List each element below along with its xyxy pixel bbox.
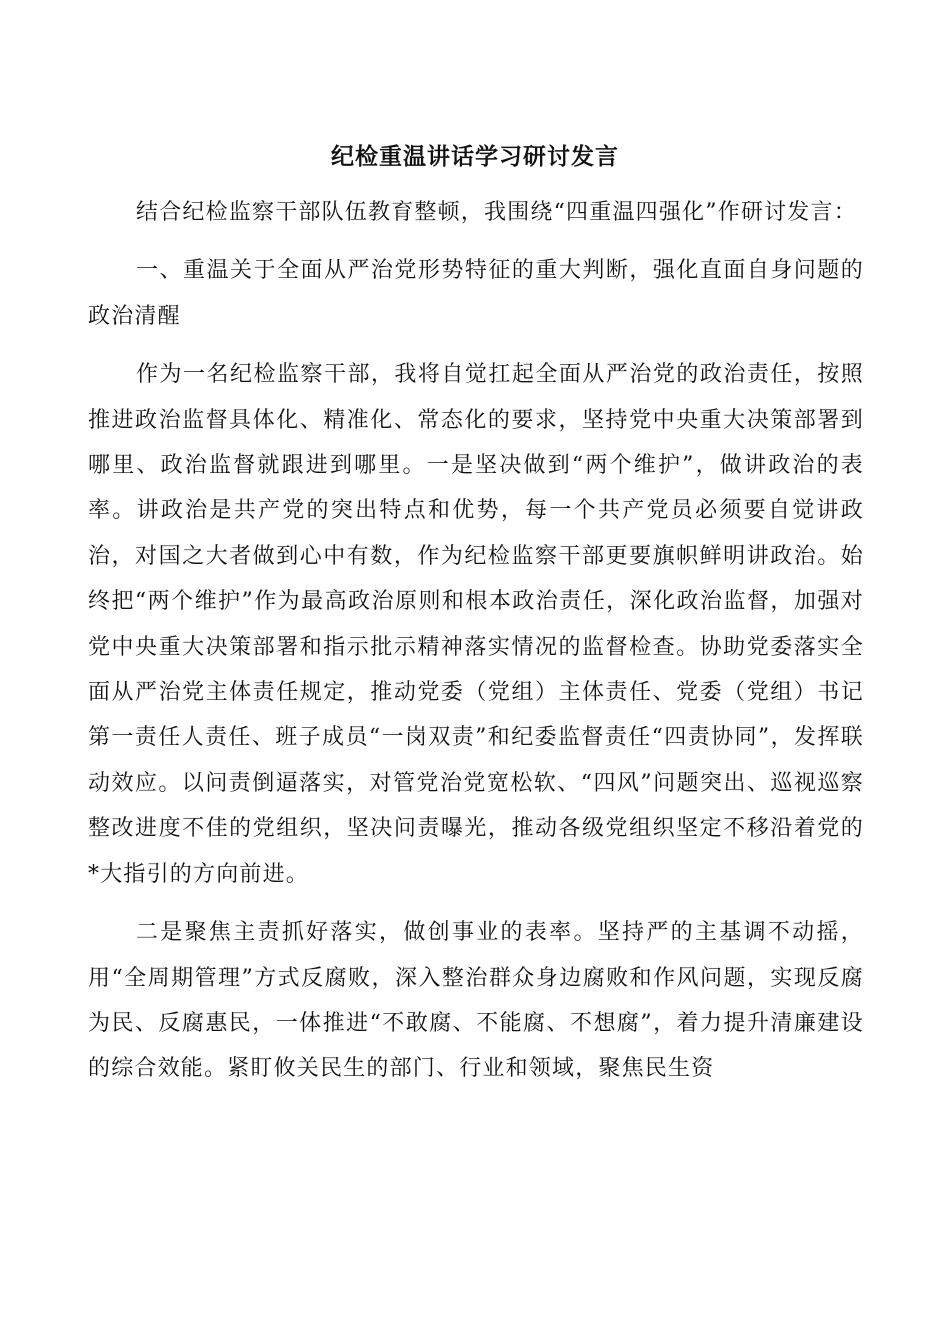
document-body (88, 190, 864, 1105)
paragraph-intro: 结合纪检监察干部队伍教育整顿，我围绕“四重温四强化”作研讨发言： (136, 200, 857, 225)
paragraph-section-heading: 一、重温关于全面从严治党形势特征的重大判断，强化直面自身问题的政治清醒 (88, 258, 864, 329)
paragraph-body-1: 作为一名纪检监察干部，我将自觉扛起全面从严治党的政治责任，按照推进政治监督具体化、精准化、常态化的要求，坚持党中央重大决策部署到哪里、政治监督就跟进到哪里。一是坚决做到“两个维护”，做讲政治的表率。讲政治是共产党的突出特点和优势，每一个共产党员必须要自觉讲政治，对国之大者做到心中有数，作为纪检监察干部更要旗帜鲜明讲政治。始终把“两个维护”作为最高政治原则和根本政治责任，深化政治监督，加强对党中央重大决策部署和指示批示精神落实情况的监督检查。协助党委落实全面从严治党主体责任规定，推动党委（党组）主体责任、党委（党组）书记第一责任人责任、班子成员“一岗双责”和纪委监督责任“四责协同”，发挥联动效应。以问责倒逼落实，对管党治党宽松软、“四风”问题突出、巡视巡察整改进度不佳的党组织，坚决问责曝光，推动各级党组织坚定不移沿着党的*大指引的方向前进。 (88, 362, 864, 887)
paragraph-body-2: 二是聚焦主责抓好落实，做创事业的表率。坚持严的主基调不动摇，用“全周期管理”方式反腐败，深入整治群众身边腐败和作风问题，实现反腐为民、反腐惠民，一体推进“不敢腐、不能腐、不想腐”，着力提升清廉建设的综合效能。紧盯攸关民生的部门、行业和领域，聚焦民生资 (88, 920, 864, 1082)
document-title: 纪检重温讲话学习研讨发言 (331, 143, 619, 170)
